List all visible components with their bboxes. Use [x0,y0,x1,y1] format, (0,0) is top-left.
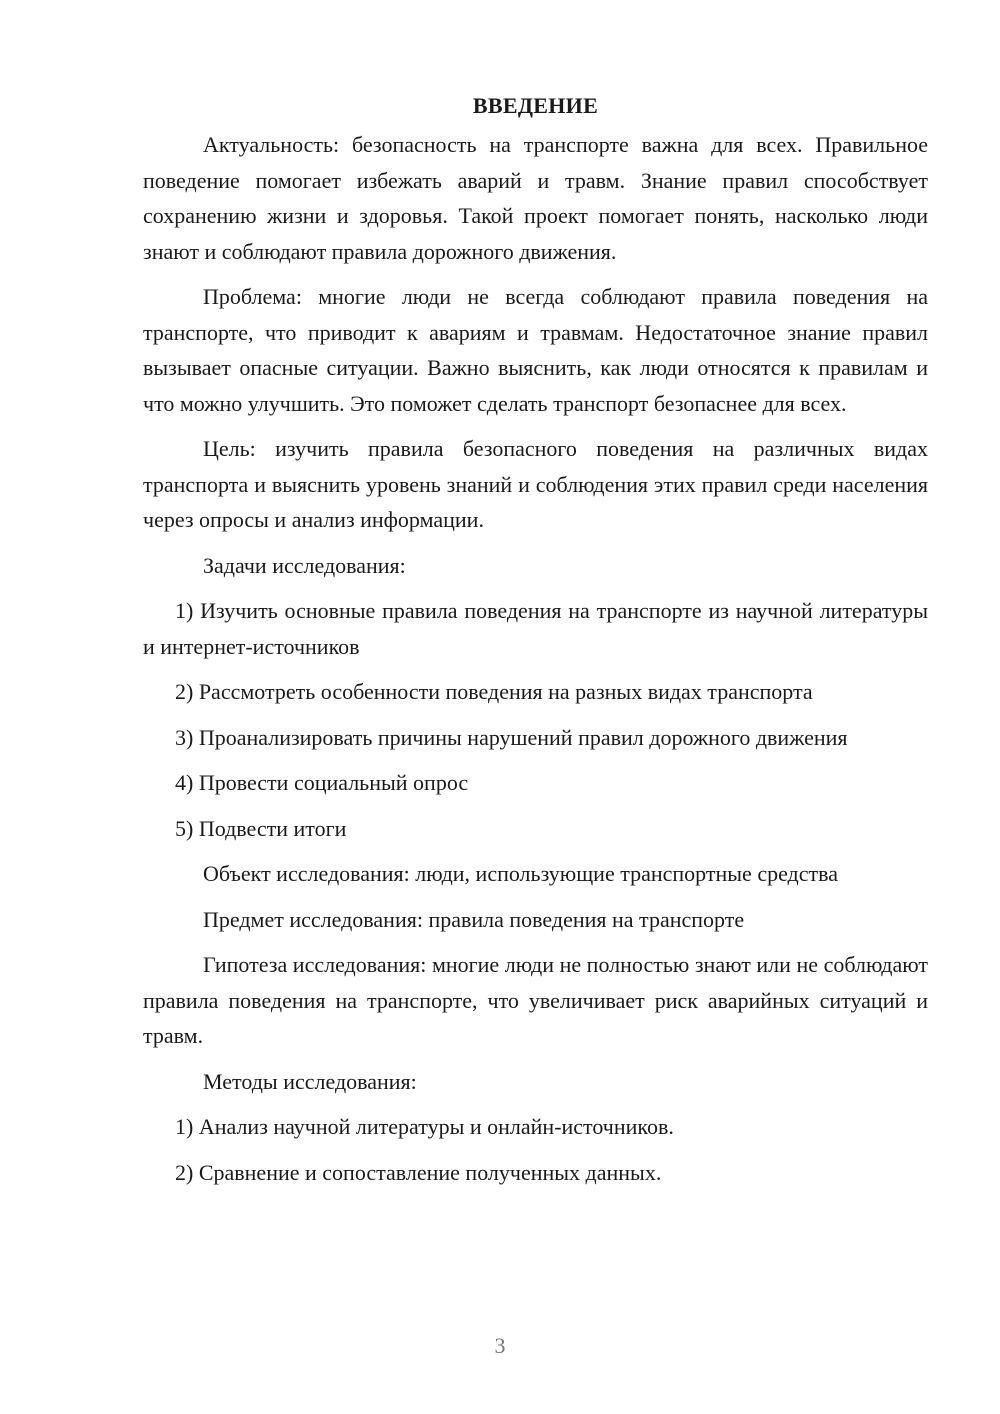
method-item: 1) Анализ научной литературы и онлайн-источников. [175,1114,674,1139]
task-item: 5) Подвести итоги [175,815,347,841]
goal-paragraph: Цель: изучить правила безопасного поведения на различных видах транспорта и выяснить уровень знаний и соблюдения этих правил среди населения через опросы и анализ информации. [143,436,928,532]
task-item: 2) Рассмотреть особенности поведения на разных видах транспорта [175,679,813,704]
section-title: ВВЕДЕНИЕ [472,93,599,118]
relevance-paragraph: Актуальность: безопасность на транспорте важна для всех. Правильное поведение помогает избежать аварий и травм. Знание правил способствует сохранению жизни и здоровья. Такой проект помогает понять, насколько люди знают и соблюдают правила дорожного движения. [143,132,928,264]
hypothesis-paragraph: Гипотеза исследования: многие люди не полностью знают или не соблюдают правила поведения на транспорте, что увеличивает риск аварийных ситуаций и травм. [143,952,928,1048]
task-item: 1) Изучить основные правила поведения на транспорте из научной литературы и интернет-источников [143,598,928,659]
task-item: 3) Проанализировать причины нарушений правил дорожного движения [175,724,848,750]
object-line: Объект исследования: люди, использующие транспортные средства [203,861,838,886]
method-item: 2) Сравнение и сопоставление полученных данных. [175,1159,662,1185]
task-item: 4) Провести социальный опрос [175,770,469,795]
page-number: 3 [494,1333,506,1358]
subject-line: Предмет исследования: правила поведения на транспорте [203,906,745,932]
tasks-heading: Задачи исследования: [203,552,406,578]
document-page [143,88,928,1200]
problem-paragraph: Проблема: многие люди не всегда соблюдают правила поведения на транспорте, что приводит к авариям и травмам. Недостаточное знание правил вызывает опасные ситуации. Важно выяснить, как люди относятся к правилам и что можно улучшить. Это поможет сделать транспорт безопаснее для всех. [143,284,928,416]
methods-heading: Методы исследования: [203,1068,417,1094]
